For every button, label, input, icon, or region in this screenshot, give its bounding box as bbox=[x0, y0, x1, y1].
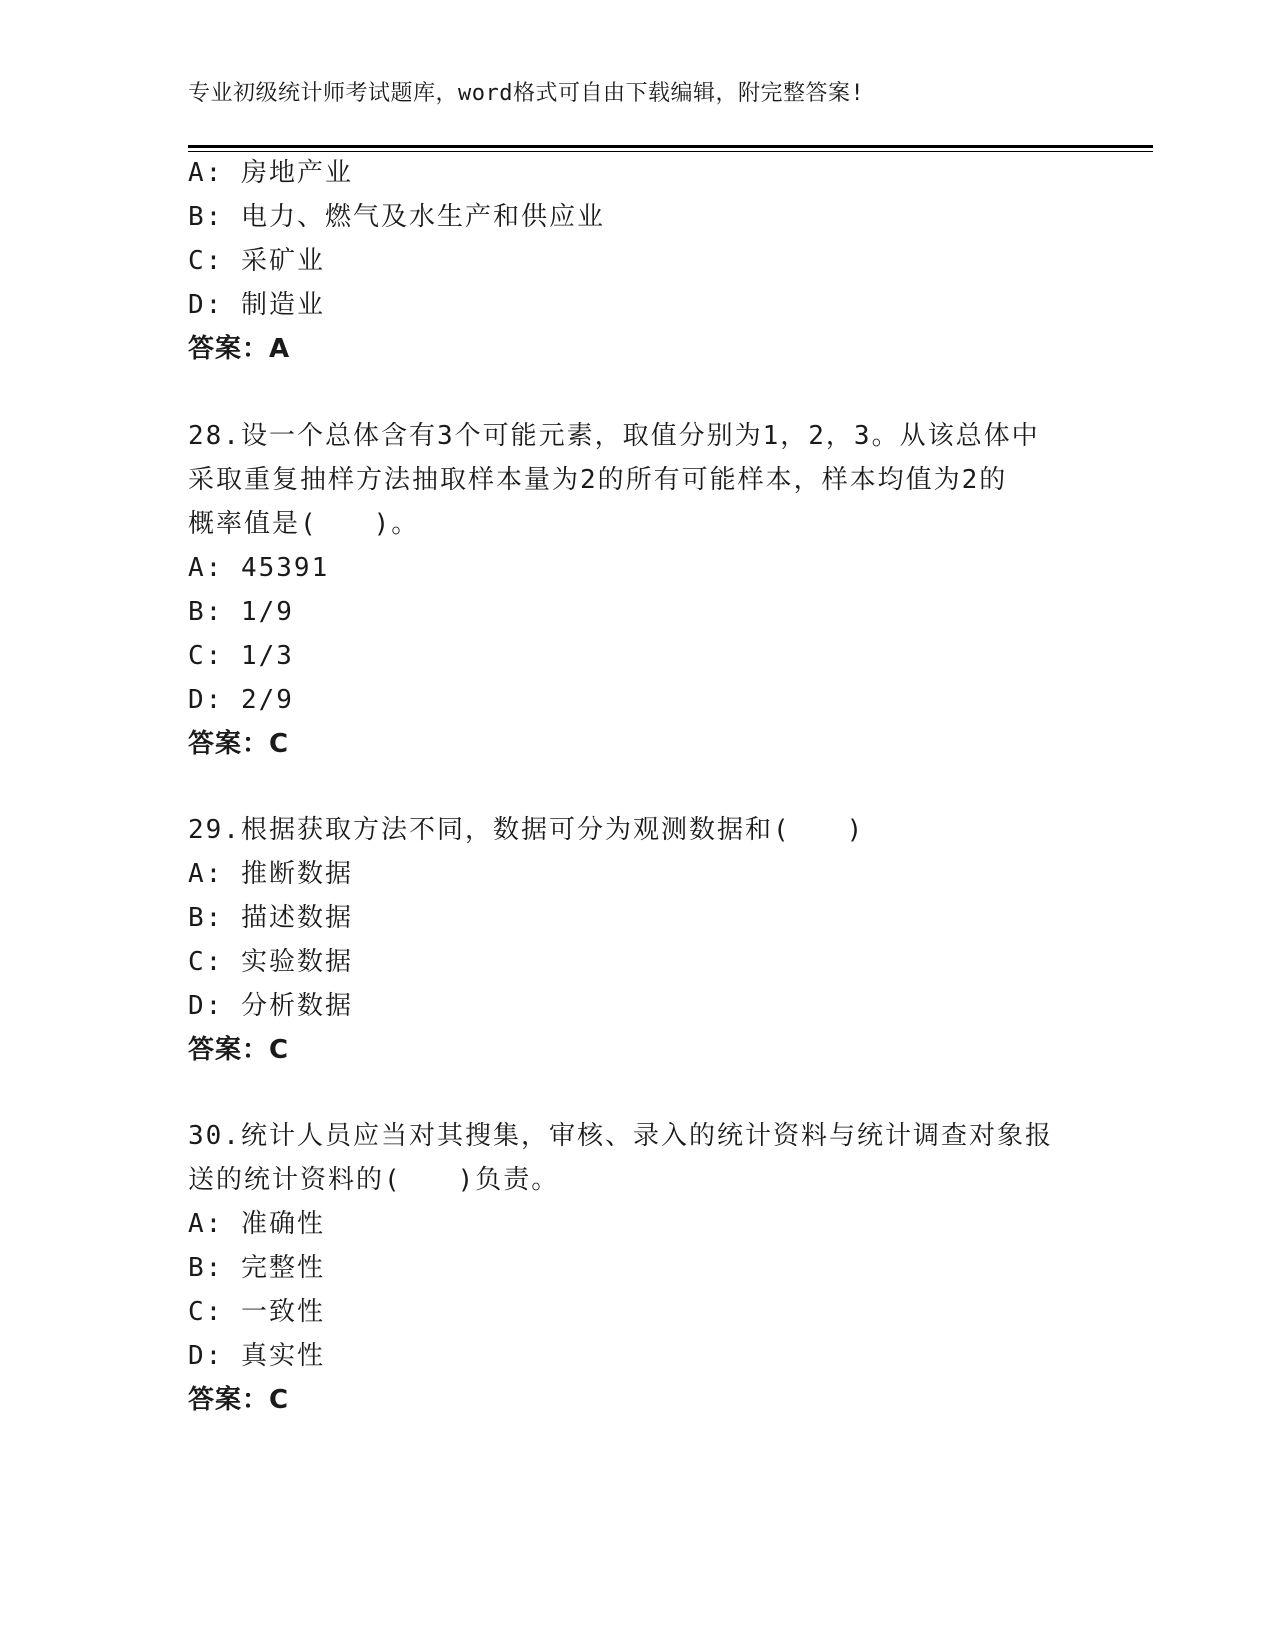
q30-option-c: C: 一致性 bbox=[188, 1297, 325, 1327]
q28-option-c: C: 1/3 bbox=[188, 641, 294, 671]
q30-option-b: B: 完整性 bbox=[188, 1253, 325, 1283]
q28-stem-line-2: 采取重复抽样方法抽取样本量为2的所有可能样本，样本均值为2的 bbox=[188, 465, 1008, 495]
q28-answer: 答案：C bbox=[188, 729, 290, 759]
q30-option-d: D: 真实性 bbox=[188, 1341, 325, 1371]
q28-option-d: D: 2/9 bbox=[188, 685, 294, 715]
q29-option-a: A: 推断数据 bbox=[188, 859, 353, 889]
q30-option-a: A: 准确性 bbox=[188, 1209, 325, 1239]
q29-stem-line-1: 29.根据获取方法不同，数据可分为观测数据和( ) bbox=[188, 815, 865, 845]
header-rule-thin bbox=[188, 151, 1153, 152]
q27-answer: 答案：A bbox=[188, 334, 291, 364]
q29-option-d: D: 分析数据 bbox=[188, 991, 353, 1021]
q30-answer: 答案：C bbox=[188, 1385, 290, 1415]
q30-stem-line-2: 送的统计资料的( )负责。 bbox=[188, 1165, 560, 1195]
q29-answer: 答案：C bbox=[188, 1035, 290, 1065]
q30-stem-line-1: 30.统计人员应当对其搜集，审核、录入的统计资料与统计调查对象报 bbox=[188, 1121, 1053, 1151]
q27-option-d: D: 制造业 bbox=[188, 290, 325, 320]
q27-option-c: C: 采矿业 bbox=[188, 246, 325, 276]
q29-option-c: C: 实验数据 bbox=[188, 947, 353, 977]
page-header: 专业初级统计师考试题库，word格式可自由下载编辑，附完整答案! bbox=[188, 81, 865, 106]
q28-option-b: B: 1/9 bbox=[188, 597, 294, 627]
q28-stem-line-1: 28.设一个总体含有3个可能元素，取值分别为1，2，3。从该总体中 bbox=[188, 421, 1040, 451]
q27-option-b: B: 电力、燃气及水生产和供应业 bbox=[188, 202, 605, 232]
header-rule-thick bbox=[188, 145, 1153, 148]
q28-stem-line-3: 概率值是( )。 bbox=[188, 509, 420, 539]
q27-option-a: A: 房地产业 bbox=[188, 158, 353, 188]
q28-option-a: A: 45391 bbox=[188, 553, 330, 583]
q29-option-b: B: 描述数据 bbox=[188, 903, 353, 933]
